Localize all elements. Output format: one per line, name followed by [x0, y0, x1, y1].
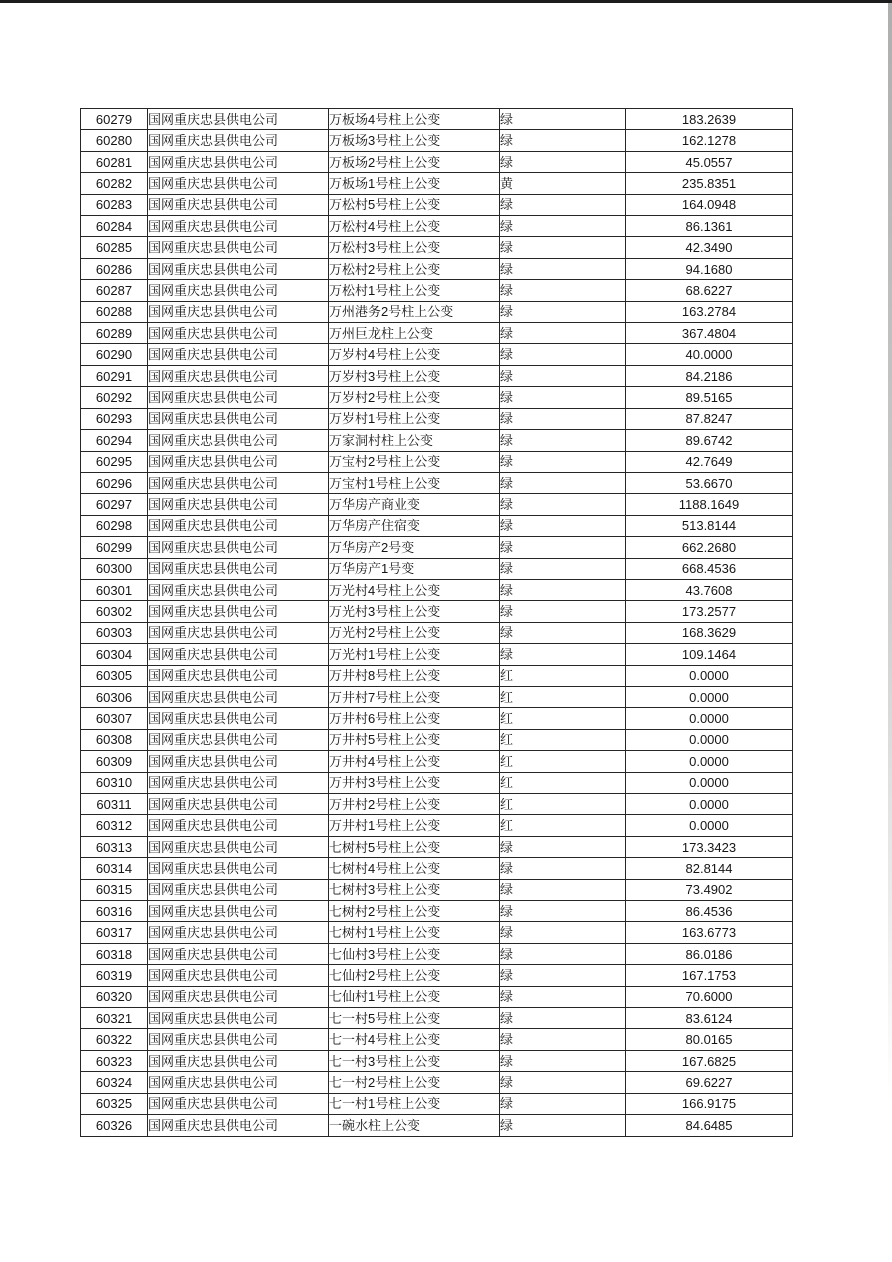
- cell-status: 绿: [500, 601, 626, 622]
- cell-name: 七一村4号柱上公变: [329, 1029, 500, 1050]
- cell-id: 60284: [81, 216, 148, 237]
- cell-value: 94.1680: [626, 258, 793, 279]
- cell-status: 绿: [500, 558, 626, 579]
- cell-status: 绿: [500, 216, 626, 237]
- cell-company: 国网重庆忠县供电公司: [148, 622, 329, 643]
- cell-name: 万光村3号柱上公变: [329, 601, 500, 622]
- cell-id: 60312: [81, 815, 148, 836]
- page-right-edge-shadow: [888, 3, 892, 1103]
- cell-name: 万板场1号柱上公变: [329, 173, 500, 194]
- cell-company: 国网重庆忠县供电公司: [148, 901, 329, 922]
- table-row: [81, 729, 793, 750]
- cell-status: 绿: [500, 644, 626, 665]
- table-row: [81, 173, 793, 194]
- cell-company: 国网重庆忠县供电公司: [148, 879, 329, 900]
- cell-company: 国网重庆忠县供电公司: [148, 965, 329, 986]
- table-row: [81, 323, 793, 344]
- cell-value: 162.1278: [626, 130, 793, 151]
- cell-value: 0.0000: [626, 686, 793, 707]
- cell-id: 60290: [81, 344, 148, 365]
- cell-value: 166.9175: [626, 1093, 793, 1114]
- table-row: [81, 494, 793, 515]
- cell-id: 60321: [81, 1008, 148, 1029]
- cell-company: 国网重庆忠县供电公司: [148, 1050, 329, 1071]
- cell-company: 国网重庆忠县供电公司: [148, 665, 329, 686]
- table-row: [81, 237, 793, 258]
- cell-status: 红: [500, 751, 626, 772]
- cell-id: 60292: [81, 387, 148, 408]
- cell-id: 60286: [81, 258, 148, 279]
- cell-value: 83.6124: [626, 1008, 793, 1029]
- cell-id: 60299: [81, 537, 148, 558]
- cell-name: 七一村3号柱上公变: [329, 1050, 500, 1071]
- cell-status: 绿: [500, 1029, 626, 1050]
- cell-value: 73.4902: [626, 879, 793, 900]
- cell-id: 60285: [81, 237, 148, 258]
- table-row: [81, 451, 793, 472]
- cell-value: 164.0948: [626, 194, 793, 215]
- table-row: [81, 1050, 793, 1071]
- cell-id: 60283: [81, 194, 148, 215]
- cell-value: 89.6742: [626, 430, 793, 451]
- cell-status: 绿: [500, 1050, 626, 1071]
- cell-name: 万华房产2号变: [329, 537, 500, 558]
- cell-id: 60324: [81, 1072, 148, 1093]
- cell-name: 万松村1号柱上公变: [329, 280, 500, 301]
- cell-value: 68.6227: [626, 280, 793, 301]
- cell-id: 60325: [81, 1093, 148, 1114]
- cell-company: 国网重庆忠县供电公司: [148, 558, 329, 579]
- cell-status: 绿: [500, 986, 626, 1007]
- cell-company: 国网重庆忠县供电公司: [148, 109, 329, 130]
- cell-id: 60304: [81, 644, 148, 665]
- cell-company: 国网重庆忠县供电公司: [148, 344, 329, 365]
- cell-id: 60281: [81, 151, 148, 172]
- cell-value: 167.1753: [626, 965, 793, 986]
- cell-name: 万华房产商业变: [329, 494, 500, 515]
- cell-value: 109.1464: [626, 644, 793, 665]
- cell-id: 60289: [81, 323, 148, 344]
- cell-company: 国网重庆忠县供电公司: [148, 1115, 329, 1137]
- cell-name: 七树村2号柱上公变: [329, 901, 500, 922]
- cell-value: 0.0000: [626, 794, 793, 815]
- cell-company: 国网重庆忠县供电公司: [148, 301, 329, 322]
- cell-name: 万井村1号柱上公变: [329, 815, 500, 836]
- cell-value: 53.6670: [626, 472, 793, 493]
- cell-value: 82.8144: [626, 858, 793, 879]
- cell-company: 国网重庆忠县供电公司: [148, 408, 329, 429]
- table-row: [81, 537, 793, 558]
- cell-company: 国网重庆忠县供电公司: [148, 836, 329, 857]
- cell-value: 513.8144: [626, 515, 793, 536]
- cell-name: 万井村4号柱上公变: [329, 751, 500, 772]
- table-row: [81, 365, 793, 386]
- cell-value: 1188.1649: [626, 494, 793, 515]
- table-row: [81, 109, 793, 130]
- cell-value: 163.6773: [626, 922, 793, 943]
- cell-company: 国网重庆忠县供电公司: [148, 686, 329, 707]
- cell-id: 60280: [81, 130, 148, 151]
- cell-status: 绿: [500, 901, 626, 922]
- cell-name: 万州港务2号柱上公变: [329, 301, 500, 322]
- cell-status: 绿: [500, 109, 626, 130]
- cell-company: 国网重庆忠县供电公司: [148, 194, 329, 215]
- cell-status: 绿: [500, 515, 626, 536]
- cell-value: 86.4536: [626, 901, 793, 922]
- cell-status: 红: [500, 772, 626, 793]
- cell-value: 167.6825: [626, 1050, 793, 1071]
- cell-status: 绿: [500, 301, 626, 322]
- cell-name: 万松村3号柱上公变: [329, 237, 500, 258]
- table-row: [81, 408, 793, 429]
- cell-status: 黄: [500, 173, 626, 194]
- cell-company: 国网重庆忠县供电公司: [148, 986, 329, 1007]
- cell-status: 绿: [500, 879, 626, 900]
- cell-value: 70.6000: [626, 986, 793, 1007]
- cell-value: 163.2784: [626, 301, 793, 322]
- table-body: [81, 109, 793, 1137]
- cell-company: 国网重庆忠县供电公司: [148, 151, 329, 172]
- table-row: [81, 644, 793, 665]
- cell-value: 40.0000: [626, 344, 793, 365]
- cell-id: 60308: [81, 729, 148, 750]
- table-row: [81, 387, 793, 408]
- cell-company: 国网重庆忠县供电公司: [148, 922, 329, 943]
- cell-status: 绿: [500, 451, 626, 472]
- table-row: [81, 879, 793, 900]
- cell-id: 60317: [81, 922, 148, 943]
- cell-id: 60291: [81, 365, 148, 386]
- cell-company: 国网重庆忠县供电公司: [148, 729, 329, 750]
- cell-id: 60314: [81, 858, 148, 879]
- cell-id: 60279: [81, 109, 148, 130]
- cell-status: 绿: [500, 1093, 626, 1114]
- cell-name: 万松村4号柱上公变: [329, 216, 500, 237]
- cell-id: 60318: [81, 943, 148, 964]
- cell-status: 绿: [500, 408, 626, 429]
- cell-name: 七树村4号柱上公变: [329, 858, 500, 879]
- cell-name: 万井村2号柱上公变: [329, 794, 500, 815]
- table-row: [81, 301, 793, 322]
- table-row: [81, 1029, 793, 1050]
- cell-value: 45.0557: [626, 151, 793, 172]
- cell-value: 43.7608: [626, 579, 793, 600]
- cell-id: 60296: [81, 472, 148, 493]
- table-row: [81, 1093, 793, 1114]
- cell-name: 一碗水柱上公变: [329, 1115, 500, 1137]
- cell-name: 七一村2号柱上公变: [329, 1072, 500, 1093]
- cell-status: 绿: [500, 943, 626, 964]
- cell-value: 668.4536: [626, 558, 793, 579]
- cell-status: 绿: [500, 194, 626, 215]
- cell-id: 60319: [81, 965, 148, 986]
- cell-status: 绿: [500, 579, 626, 600]
- table-row: [81, 858, 793, 879]
- cell-name: 万光村4号柱上公变: [329, 579, 500, 600]
- cell-status: 绿: [500, 365, 626, 386]
- cell-company: 国网重庆忠县供电公司: [148, 494, 329, 515]
- cell-value: 0.0000: [626, 708, 793, 729]
- cell-id: 60294: [81, 430, 148, 451]
- table-row: [81, 558, 793, 579]
- table-row: [81, 772, 793, 793]
- cell-status: 绿: [500, 622, 626, 643]
- table-row: [81, 472, 793, 493]
- cell-status: 绿: [500, 1008, 626, 1029]
- cell-name: 万板场3号柱上公变: [329, 130, 500, 151]
- cell-company: 国网重庆忠县供电公司: [148, 365, 329, 386]
- cell-status: 绿: [500, 280, 626, 301]
- cell-value: 86.0186: [626, 943, 793, 964]
- table-row: [81, 901, 793, 922]
- cell-value: 0.0000: [626, 665, 793, 686]
- cell-id: 60303: [81, 622, 148, 643]
- cell-status: 红: [500, 686, 626, 707]
- cell-status: 绿: [500, 430, 626, 451]
- cell-name: 七一村1号柱上公变: [329, 1093, 500, 1114]
- cell-value: 173.2577: [626, 601, 793, 622]
- cell-company: 国网重庆忠县供电公司: [148, 216, 329, 237]
- cell-company: 国网重庆忠县供电公司: [148, 280, 329, 301]
- cell-value: 173.3423: [626, 836, 793, 857]
- cell-company: 国网重庆忠县供电公司: [148, 451, 329, 472]
- cell-company: 国网重庆忠县供电公司: [148, 601, 329, 622]
- cell-name: 万板场4号柱上公变: [329, 109, 500, 130]
- cell-company: 国网重庆忠县供电公司: [148, 644, 329, 665]
- cell-name: 万家洞村柱上公变: [329, 430, 500, 451]
- table-row: [81, 151, 793, 172]
- cell-company: 国网重庆忠县供电公司: [148, 515, 329, 536]
- cell-id: 60295: [81, 451, 148, 472]
- table-row: [81, 601, 793, 622]
- table-row: [81, 430, 793, 451]
- cell-status: 绿: [500, 965, 626, 986]
- cell-name: 万井村7号柱上公变: [329, 686, 500, 707]
- table-row: [81, 965, 793, 986]
- cell-name: 七仙村2号柱上公变: [329, 965, 500, 986]
- cell-name: 万州巨龙柱上公变: [329, 323, 500, 344]
- table-row: [81, 986, 793, 1007]
- cell-company: 国网重庆忠县供电公司: [148, 943, 329, 964]
- cell-value: 89.5165: [626, 387, 793, 408]
- cell-company: 国网重庆忠县供电公司: [148, 772, 329, 793]
- cell-name: 万板场2号柱上公变: [329, 151, 500, 172]
- table-row: [81, 686, 793, 707]
- cell-company: 国网重庆忠县供电公司: [148, 1029, 329, 1050]
- cell-status: 绿: [500, 537, 626, 558]
- table-row: [81, 130, 793, 151]
- cell-value: 0.0000: [626, 751, 793, 772]
- cell-status: 绿: [500, 258, 626, 279]
- cell-id: 60287: [81, 280, 148, 301]
- cell-value: 0.0000: [626, 772, 793, 793]
- cell-id: 60323: [81, 1050, 148, 1071]
- cell-name: 七一村5号柱上公变: [329, 1008, 500, 1029]
- cell-company: 国网重庆忠县供电公司: [148, 258, 329, 279]
- cell-name: 万岁村2号柱上公变: [329, 387, 500, 408]
- cell-id: 60322: [81, 1029, 148, 1050]
- cell-value: 183.2639: [626, 109, 793, 130]
- cell-status: 红: [500, 729, 626, 750]
- cell-id: 60302: [81, 601, 148, 622]
- cell-company: 国网重庆忠县供电公司: [148, 794, 329, 815]
- cell-value: 662.2680: [626, 537, 793, 558]
- table-row: [81, 515, 793, 536]
- cell-status: 绿: [500, 472, 626, 493]
- cell-company: 国网重庆忠县供电公司: [148, 430, 329, 451]
- cell-name: 万岁村1号柱上公变: [329, 408, 500, 429]
- cell-value: 168.3629: [626, 622, 793, 643]
- cell-id: 60311: [81, 794, 148, 815]
- cell-name: 万岁村3号柱上公变: [329, 365, 500, 386]
- table-row: [81, 751, 793, 772]
- cell-company: 国网重庆忠县供电公司: [148, 1072, 329, 1093]
- table-row: [81, 836, 793, 857]
- table-row: [81, 922, 793, 943]
- cell-id: 60300: [81, 558, 148, 579]
- cell-value: 235.8351: [626, 173, 793, 194]
- cell-name: 万井村6号柱上公变: [329, 708, 500, 729]
- cell-company: 国网重庆忠县供电公司: [148, 387, 329, 408]
- cell-id: 60326: [81, 1115, 148, 1137]
- table-row: [81, 194, 793, 215]
- cell-name: 万华房产住宿变: [329, 515, 500, 536]
- table-row: [81, 622, 793, 643]
- table-row: [81, 1115, 793, 1137]
- cell-id: 60288: [81, 301, 148, 322]
- cell-status: 绿: [500, 1072, 626, 1093]
- cell-value: 80.0165: [626, 1029, 793, 1050]
- cell-name: 万光村1号柱上公变: [329, 644, 500, 665]
- cell-id: 60297: [81, 494, 148, 515]
- cell-id: 60301: [81, 579, 148, 600]
- cell-company: 国网重庆忠县供电公司: [148, 708, 329, 729]
- cell-name: 万松村2号柱上公变: [329, 258, 500, 279]
- cell-status: 红: [500, 794, 626, 815]
- cell-id: 60313: [81, 836, 148, 857]
- table-row: [81, 665, 793, 686]
- cell-name: 七树村5号柱上公变: [329, 836, 500, 857]
- table-row: [81, 794, 793, 815]
- cell-status: 绿: [500, 323, 626, 344]
- cell-company: 国网重庆忠县供电公司: [148, 472, 329, 493]
- cell-status: 绿: [500, 130, 626, 151]
- cell-id: 60309: [81, 751, 148, 772]
- cell-id: 60307: [81, 708, 148, 729]
- cell-id: 60305: [81, 665, 148, 686]
- cell-name: 七树村3号柱上公变: [329, 879, 500, 900]
- cell-company: 国网重庆忠县供电公司: [148, 751, 329, 772]
- table-row: [81, 344, 793, 365]
- cell-value: 84.2186: [626, 365, 793, 386]
- cell-status: 绿: [500, 836, 626, 857]
- cell-value: 84.6485: [626, 1115, 793, 1137]
- cell-value: 0.0000: [626, 729, 793, 750]
- table-row: [81, 216, 793, 237]
- cell-name: 七树村1号柱上公变: [329, 922, 500, 943]
- cell-name: 万井村8号柱上公变: [329, 665, 500, 686]
- cell-name: 万井村3号柱上公变: [329, 772, 500, 793]
- cell-value: 0.0000: [626, 815, 793, 836]
- table-row: [81, 943, 793, 964]
- table-row: [81, 258, 793, 279]
- cell-company: 国网重庆忠县供电公司: [148, 858, 329, 879]
- cell-name: 万华房产1号变: [329, 558, 500, 579]
- cell-name: 万松村5号柱上公变: [329, 194, 500, 215]
- cell-company: 国网重庆忠县供电公司: [148, 323, 329, 344]
- cell-name: 万光村2号柱上公变: [329, 622, 500, 643]
- cell-name: 七仙村3号柱上公变: [329, 943, 500, 964]
- cell-status: 绿: [500, 922, 626, 943]
- cell-status: 绿: [500, 494, 626, 515]
- cell-status: 红: [500, 708, 626, 729]
- cell-name: 七仙村1号柱上公变: [329, 986, 500, 1007]
- cell-company: 国网重庆忠县供电公司: [148, 130, 329, 151]
- cell-value: 42.3490: [626, 237, 793, 258]
- cell-id: 60298: [81, 515, 148, 536]
- table-row: [81, 579, 793, 600]
- table-row: [81, 1008, 793, 1029]
- top-rule: [0, 0, 892, 3]
- cell-company: 国网重庆忠县供电公司: [148, 173, 329, 194]
- cell-id: 60320: [81, 986, 148, 1007]
- cell-name: 万岁村4号柱上公变: [329, 344, 500, 365]
- cell-id: 60316: [81, 901, 148, 922]
- cell-id: 60310: [81, 772, 148, 793]
- cell-id: 60315: [81, 879, 148, 900]
- cell-status: 绿: [500, 151, 626, 172]
- cell-name: 万井村5号柱上公变: [329, 729, 500, 750]
- cell-status: 绿: [500, 387, 626, 408]
- cell-company: 国网重庆忠县供电公司: [148, 1093, 329, 1114]
- cell-name: 万宝村1号柱上公变: [329, 472, 500, 493]
- cell-id: 60306: [81, 686, 148, 707]
- cell-company: 国网重庆忠县供电公司: [148, 1008, 329, 1029]
- table-row: [81, 1072, 793, 1093]
- cell-company: 国网重庆忠县供电公司: [148, 579, 329, 600]
- cell-value: 42.7649: [626, 451, 793, 472]
- cell-id: 60293: [81, 408, 148, 429]
- cell-company: 国网重庆忠县供电公司: [148, 237, 329, 258]
- cell-status: 红: [500, 815, 626, 836]
- table-row: [81, 708, 793, 729]
- cell-status: 红: [500, 665, 626, 686]
- cell-status: 绿: [500, 237, 626, 258]
- cell-value: 69.6227: [626, 1072, 793, 1093]
- cell-status: 绿: [500, 858, 626, 879]
- cell-value: 367.4804: [626, 323, 793, 344]
- table-row: [81, 280, 793, 301]
- cell-company: 国网重庆忠县供电公司: [148, 815, 329, 836]
- cell-id: 60282: [81, 173, 148, 194]
- table-row: [81, 815, 793, 836]
- cell-name: 万宝村2号柱上公变: [329, 451, 500, 472]
- cell-value: 86.1361: [626, 216, 793, 237]
- cell-status: 绿: [500, 344, 626, 365]
- data-table: [80, 108, 793, 1137]
- cell-status: 绿: [500, 1115, 626, 1137]
- cell-company: 国网重庆忠县供电公司: [148, 537, 329, 558]
- cell-value: 87.8247: [626, 408, 793, 429]
